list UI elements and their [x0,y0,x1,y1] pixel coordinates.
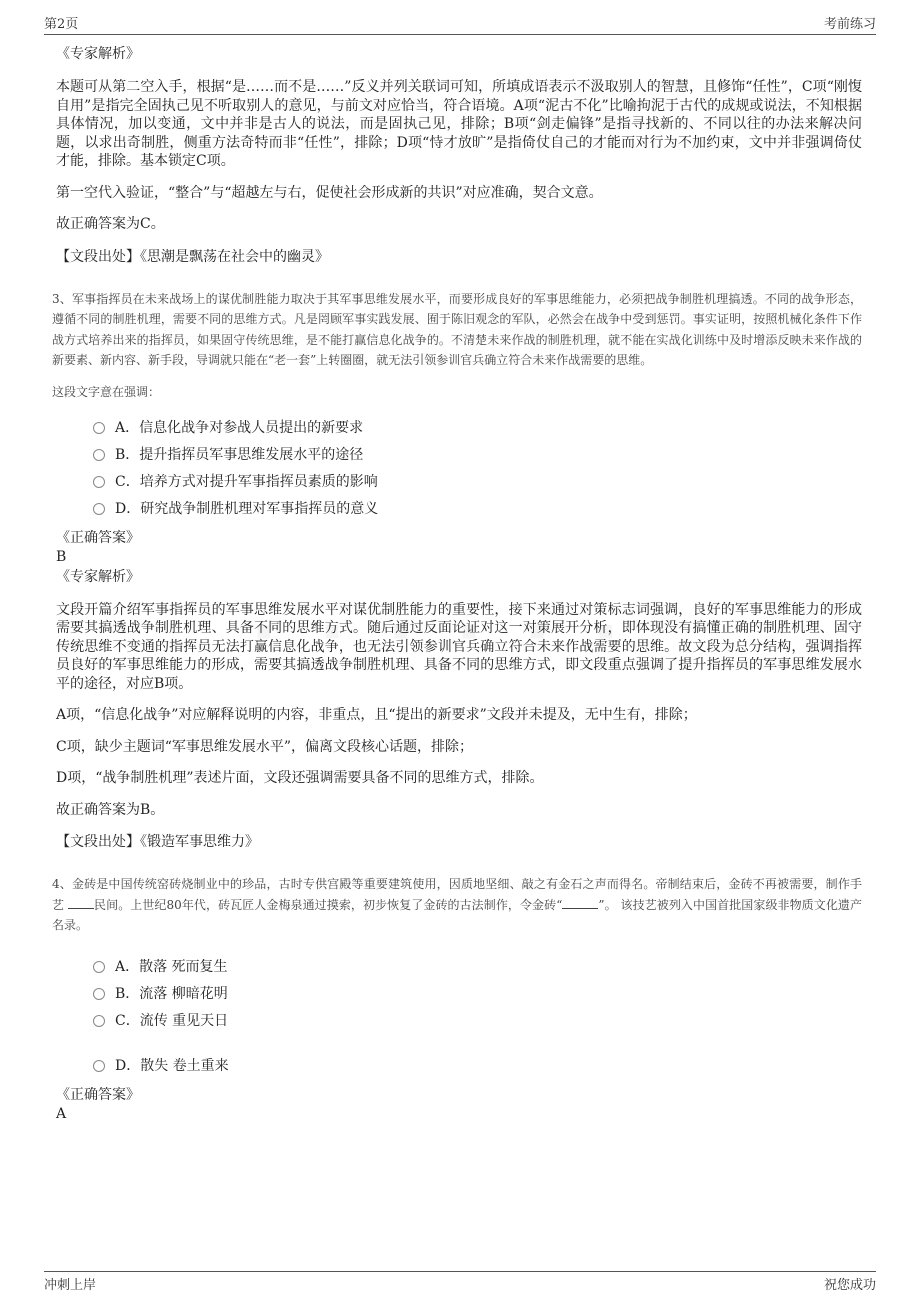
q2-analysis-paragraph-3: 故正确答案为C。 [56,216,165,232]
q3-answer: B [56,548,67,565]
q4-blank-2 [562,896,598,909]
header-title: 考前练习 [823,17,876,32]
q4-option-d[interactable] [93,1053,862,1080]
radio-icon[interactable] [93,503,105,515]
option-label: D．研究战争制胜机理对军事指挥员的意义 [115,500,379,517]
page-number: 第2页 [44,17,79,32]
page-footer [44,1271,876,1296]
q3-analysis-paragraph-5: 故正确答案为B。 [56,801,165,818]
q3-prompt: 这段文字意在强调： [52,384,161,399]
page-header [44,10,876,35]
q3-option-d[interactable] [93,496,862,523]
q4-stem-part-1: 4、金砖是中国传统窑砖烧制业中的珍品，古时专供宫殿等重要建筑使用，因质地坚细、敲之有金石之声而得名。帝制结束后，金砖不再被需要，制作手艺 [52,877,862,912]
q4-answer-label: 《正确答案》 [56,1086,140,1103]
q4-option-b[interactable] [93,981,862,1008]
q3-answer-label: 《正确答案》 [56,529,140,546]
page-content [52,44,862,1124]
footer-right: 祝您成功 [823,1278,876,1293]
radio-icon[interactable] [93,1060,105,1072]
option-label: D．散失 卷土重来 [115,1057,229,1074]
q4-stem [52,874,862,936]
q4-answer: A [56,1105,67,1122]
q3-stem: 3、军事指挥员在未来战场上的谋优制胜能力取决于其军事思维发展水平，而要形成良好的军事思维能力，必须把战争制胜机理搞透。不同的战争形态，遵循不同的制胜机理，需要不同的思维方式。凡是罔顾军事实践发展、囿于陈旧观念的军队，必然会在战争中受到惩罚。事实证明，按照机械化条件下作战方式培养出来的指挥员，如果固守传统思维，是不能打赢信息化战争的。不清楚未来作战的制胜机理，就不能在实战化训练中及时增添反映未来作战的新要素、新内容、新手段，导调就只能在“老一套”上转圈圈，就无法引领参训官兵确立符合未来作战需要的思维。 [52,291,862,367]
q4-blank-1 [68,896,94,909]
option-label: B．提升指挥员军事思维发展水平的途径 [115,446,364,463]
q4-stem-part-3: ”。 该技艺被列入中国首批国家级非物质文化遗产名录。 [52,897,862,932]
radio-icon[interactable] [93,961,105,973]
radio-icon[interactable] [93,422,105,434]
radio-icon[interactable] [93,1015,105,1027]
q4-option-a[interactable] [93,954,862,981]
q2-analysis-paragraph-2: 第一空代入验证，“整合”与“超越左与右，促使社会形成新的共识”对应准确，契合文意。 [56,184,603,201]
q3-analysis-paragraph-2: A项，“信息化战争”对应解释说明的内容，非重点，且“提出的新要求”文段并未提及，无中生有，排除； [56,707,697,723]
q4-options [93,954,862,1080]
q2-source: 【文段出处】《思潮是飘荡在社会中的幽灵》 [56,248,329,265]
q2-analysis-paragraph-1: 本题可从第二空入手，根据“是……而不是……”反义并列关联词可知，所填成语表示不汲取别人的智慧，且修饰“任性”，C项“刚愎自用”是指完全固执己见不听取别人的意见，与前文对应恰当，符合语境。A项“泥古不化”比喻拘泥于古代的成规或说法，不知根据具体情况，加以变通，文中并非是古人的说法，而是固执己见，排除；B项“剑走偏锋”是指寻找新的、不同以往的办法来解决问题，以求出奇制胜，侧重方法奇特而非“任性”，排除；D项“恃才放旷”是指倚仗自己的才能而对行为不加约束，文中并非强调倚仗才能，排除。基本锁定C项。 [56,79,862,169]
option-label: C．培养方式对提升军事指挥员素质的影响 [115,473,378,490]
q3-analysis-paragraph-1: 文段开篇介绍军事指挥员的军事思维发展水平对谋优制胜能力的重要性，接下来通过对策标志词强调，良好的军事思维能力的形成需要其搞透战争制胜机理、具备不同的思维方式。随后通过反面论证对这一对策展开分析，即体现没有搞懂正确的制胜机理、固守传统思维不变通的指挥员无法打赢信息化战争，也无法引领参训官兵确立符合未来作战需要的思维。故文段为总分结构，强调指挥员良好的军事思维能力的形成，需要其搞透战争制胜机理、具备不同的思维方式，即文段重点强调了提升指挥员的军事思维发展水平的途径，对应B项。 [56,601,862,692]
footer-left: 冲刺上岸 [44,1278,97,1293]
q4-stem-part-2: 民间。上世纪80年代，砖瓦匠人金梅泉通过摸索，初步恢复了金砖的古法制作，令金砖“ [93,897,563,912]
radio-icon[interactable] [93,988,105,1000]
q3-analysis-paragraph-4: D项，“战争制胜机理”表述片面，文段还强调需要具备不同的思维方式，排除。 [56,770,544,786]
q2-analysis-label: 《专家解析》 [56,46,140,62]
option-label: B．流落 柳暗花明 [115,985,228,1002]
option-label: C．流传 重见天日 [115,1012,229,1029]
option-label: A．信息化战争对参战人员提出的新要求 [115,419,364,436]
radio-icon[interactable] [93,476,105,488]
q3-option-a[interactable] [93,415,862,442]
q3-option-c[interactable] [93,469,862,496]
q4-option-c[interactable] [93,1008,862,1035]
q3-option-b[interactable] [93,442,862,469]
radio-icon[interactable] [93,449,105,461]
q3-analysis-paragraph-3: C项，缺少主题词“军事思维发展水平”，偏离文段核心话题，排除； [56,738,474,755]
option-label: A．散落 死而复生 [115,958,228,975]
q3-source: 【文段出处】《锻造军事思维力》 [56,834,259,850]
q3-analysis-label: 《专家解析》 [56,568,140,585]
q3-options [93,415,862,523]
